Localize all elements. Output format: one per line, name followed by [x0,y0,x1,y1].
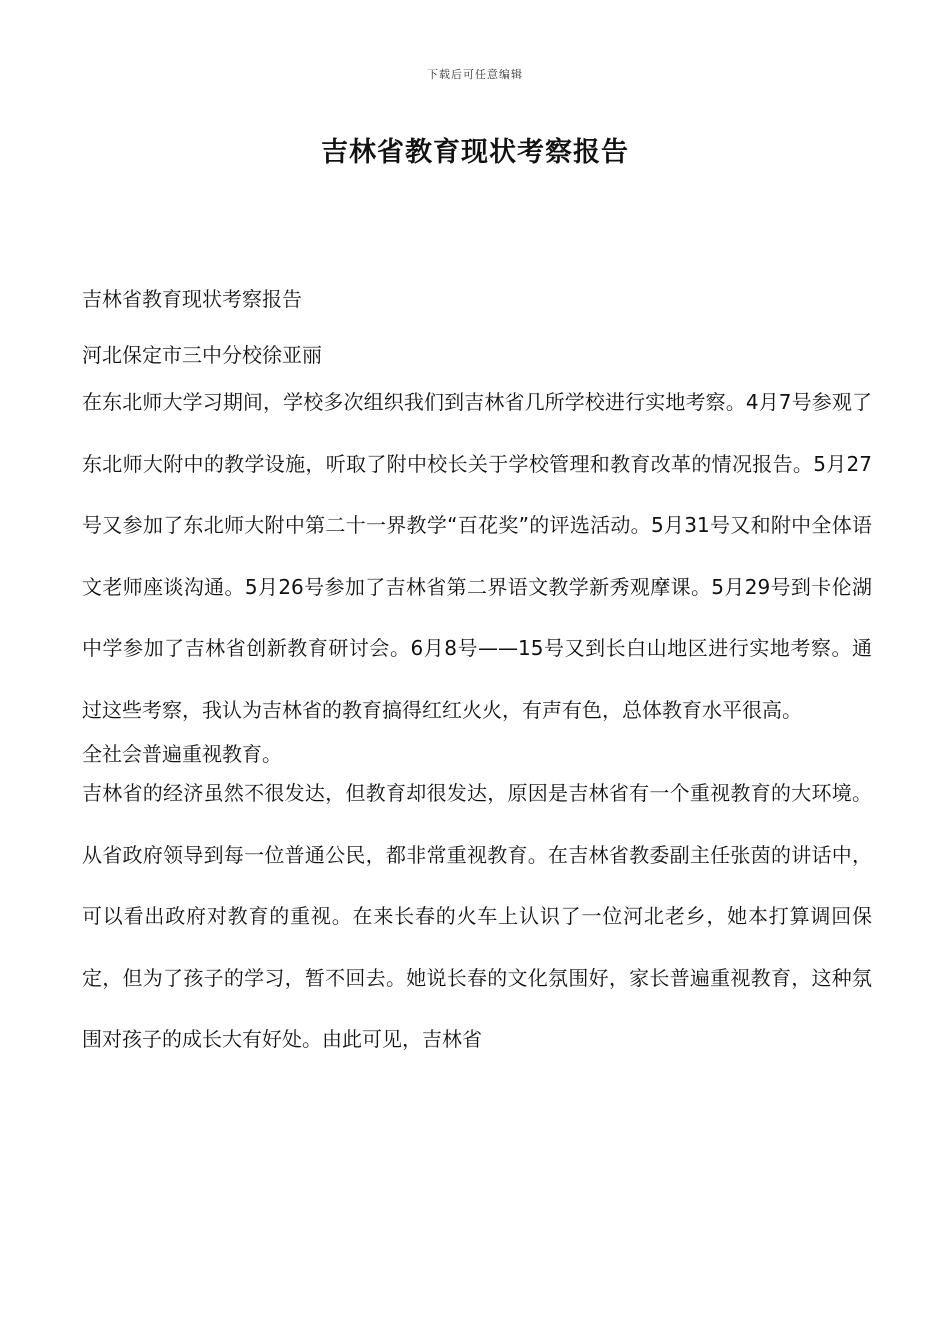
document-body [82,276,872,1063]
section-heading: 全社会普遍重视教育。 [82,742,282,766]
page-title: 吉林省教育现状考察报告 [321,137,629,168]
paragraph-intro: 在东北师大学习期间，学校多次组织我们到吉林省几所学校进行实地考察。4月7号参观了东北师大附中的教学设施，听取了附中校长关于学校管理和教育改革的情况报告。5月27号又参加了东北师大附中第二十一界教学“百花奖”的评选活动。5月31号又和附中全体语文老师座谈沟通。5月26号参加了吉林省第二界语文教学新秀观摩课。5月29号到卡伦湖中学参加了吉林省创新教育研讨会。6月8号——15号又到长白山地区进行实地考察。通过这些考察，我认为吉林省的教育搞得红红火火，有声有色，总体教育水平很高。 [82,390,872,722]
author-line: 河北保定市三中分校徐亚丽 [82,343,322,367]
paragraph-social-emphasis: 吉林省的经济虽然不很发达，但教育却很发达，原因是吉林省有一个重视教育的大环境。从省政府领导到每一位普通公民，都非常重视教育。在吉林省教委副主任张茵的讲话中，可以看出政府对教育的重视。在来长春的火车上认识了一位河北老乡，她本打算调回保定，但为了孩子的学习，暂不回去。她说长春的文化氛围好，家长普遍重视教育，这种氛围对孩子的成长大有好处。由此可见，吉林省 [82,781,872,1051]
header-note: 下载后可任意编辑 [427,68,523,81]
document-subtitle: 吉林省教育现状考察报告 [82,287,302,311]
